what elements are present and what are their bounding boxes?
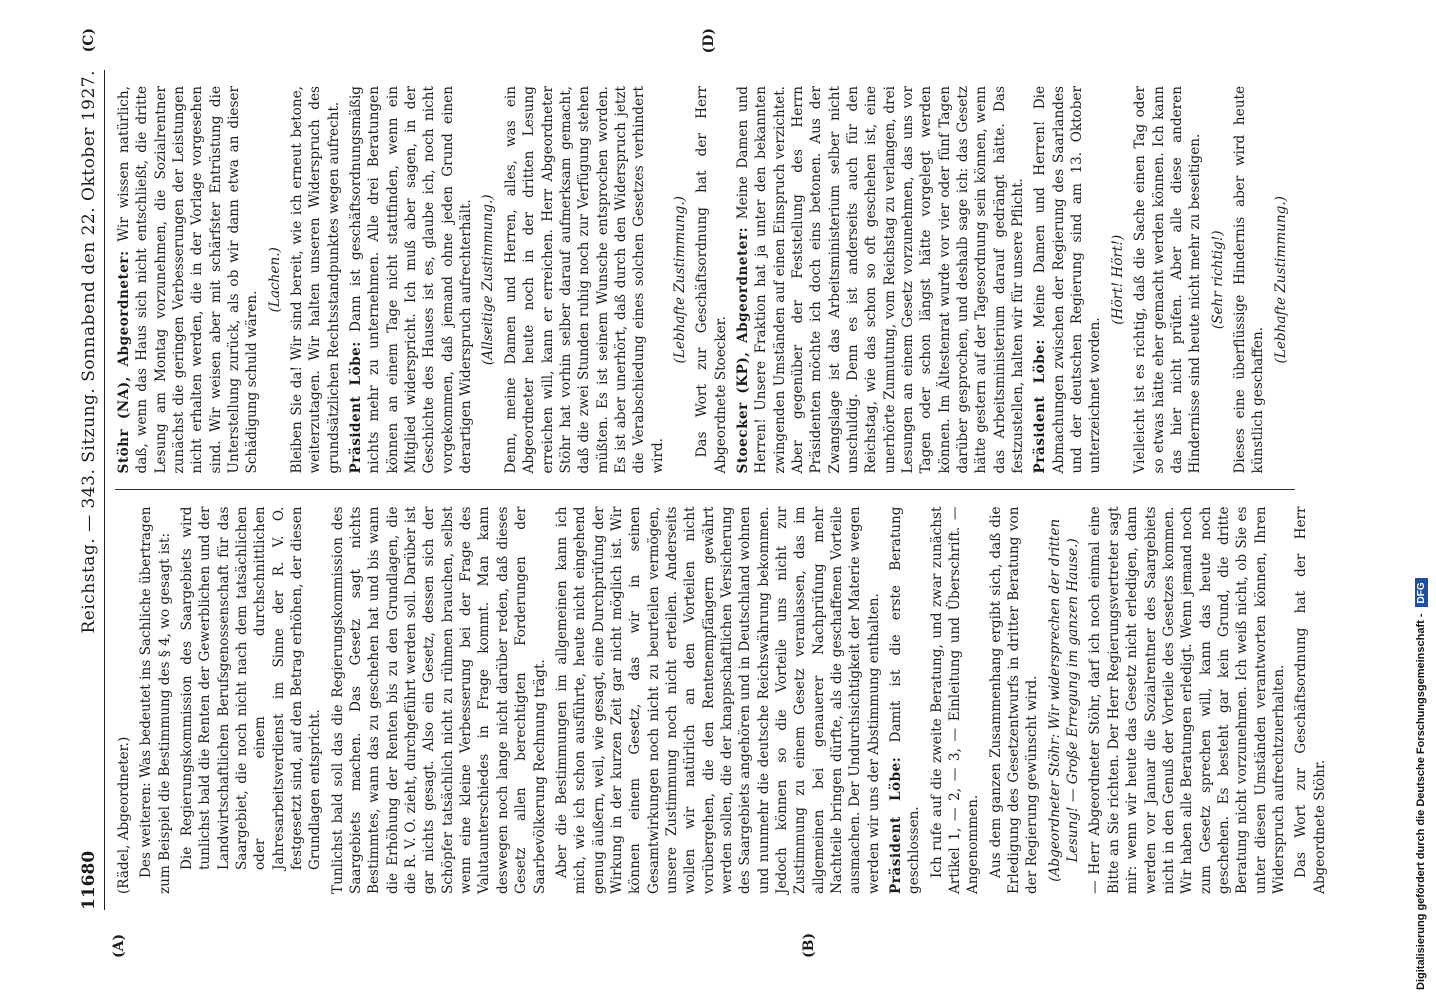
page-header xyxy=(78,70,105,910)
paragraph: Die Regierungskommission des Saargebiets wird tunlichst bald die Renten der Gewerblichen und der Landwirtschaftlichen Berufsgenossenschaft für das Saargebiet, die noch nicht nach dem tatsächlichen oder einem durchschnittlichen Jahresarbeitsverdienst im Sinne der R. V. O. festgesetzt sind, auf den Betrag erhöhen, der diesen Grundlagen entspricht. xyxy=(178,506,324,870)
paragraph: (Sehr richtig!) xyxy=(1209,230,1226,330)
paragraph: Das Wort zur Geschäftsordnung hat der Herr Abgeordnete Stoecker. xyxy=(694,86,729,474)
speaker-name: Stöhr (NA), Abgeordneter: xyxy=(115,250,132,474)
page-title: Reichstag. — 343. Sitzung. Sonnabend den 22. Oktober 1927. xyxy=(79,70,99,634)
paragraph: (Lachen.) xyxy=(266,247,283,313)
paragraph: Dieses eine überflüssige Hindernis aber wird heute künstlich geschaffen. xyxy=(1231,86,1267,474)
paragraph: — Herr Abgeordneter Stöhr, darf ich noch einmal eine Bitte an Sie richten. Der Herr Regierungsvertreter sagt mir: wenn wir heute das Gesetz nicht erledigen, dann werden vor Januar die Sozialrentner des Saargebiets nicht in den Genuß der Vorteile des Gesetzes kommen. Wir haben alle Beratungen erledigt. Wenn jemand noch zum Gesetz sprechen will, kann das heute noch geschehen. Es besteht gar kein Grund, die dritte Beratung nicht vorzunehmen. Ich weiß nicht, ob Sie es unter diesen Umständen verantworten können, Ihren Widerspruch aufrechtzuerhalten. xyxy=(1087,506,1287,894)
paragraph: Denn, meine Damen und Herren, alles, was ein Abgeordneter heute noch in der dritten Lesung erreichen will, kann er erreichen. Herr Abgeordneter Stöhr hat vorhin selber darauf aufmerksam gemacht, daß die zwei Stunden ruhig noch zur Verfügung stehen müßten. Es ist seinem Wunsche entsprochen worden. Es ist aber unerhört, daß durch den Widerspruch jetzt die Verabschiedung eines solchen Gesetzes verhindert wird. xyxy=(502,86,666,474)
paragraph: (Lebhafte Zustimmung.) xyxy=(1272,196,1289,364)
speaker-name: Präsident Löbe: xyxy=(1032,339,1049,474)
paragraph: Präsident Löbe: Meine Damen und Herren! Die Abmachungen zwischen der Regierung des Saarlandes und der deutschen Regierung sind am 13. Oktober unterzeichnet worden. xyxy=(1032,86,1104,474)
paragraph: (Abgeordneter Stöhr: Wir widersprechen der dritten Lesung! — Große Erregung im ganzen Hause.) xyxy=(1046,518,1082,882)
margin-label-a: (A) xyxy=(111,933,127,958)
paragraph: Stoecker (KP), Abgeordneter: Meine Damen und Herren! Unsere Fraktion hat ja unter den bekannten zwingenden Umständen auf einen Einspruch verzichtet. Aber gegenüber der Feststellung des Herrn Präsidenten möchte ich doch eins betonen. Aus der Zwangslage ist das Arbeitsministerium selber nicht unschuldig. Denn es ist anderseits auch für den Reichstag, wie das schon so oft geschehen ist, eine unerhörte Zumutung, vom Reichstag zu verlangen, drei Lesungen an einem Gesetz vorzunehmen, das uns vor Tagen oder schon längst hätte vorgelegt werden können. Im Ältestenrat wurde vor vier oder fünf Tagen darüber gesprochen, und deshalb sage ich: das Gesetz hätte gestern auf der Tagesordnung sein können, wenn das Arbeitsministerium darauf gedrängt hätte. Das festzustellen, halten wir für unsere Pflicht. xyxy=(734,86,1027,474)
margin-label-b: (B) xyxy=(801,932,817,958)
page-number: 11680 xyxy=(79,850,99,910)
paragraph: Vielleicht ist es richtig, daß die Sache einen Tag oder so etwas hätte eher gemacht werden können. Ich kann das hier nicht prüfen. Aber alle diese anderen Hindernisse sind heute nicht mehr zu beseitigen. xyxy=(1132,86,1204,474)
paragraph: Aber die Bestimmungen im allgemeinen kann ich mich, wie ich schon ausführte, heute nicht eingehend genug äußern, weil, wie gesagt, eine Durchprüfung der Wirkung in der kurzen Zeit gar nicht möglich ist. Wir können einem Gesetz, das wir in seinen Gesamtwirkungen noch nicht zu beurteilen vermögen, unsere Zustimmung noch nicht erteilen. Anderseits wollen wir natürlich an den Vorteilen nicht vorübergehen, die den Rentenempfängern gewährt werden sollen, die der knappschaftlichen Versicherung des Saargebiets angehören und in Deutschland wohnen und nunmehr die deutsche Reichswährung bekommen. Jedoch können so die Vorteile uns nicht zur Zustimmung zu einem Gesetz veranlassen, das im allgemeinen bei genauerer Nachprüfung mehr Nachteile bringen dürfte, als die geschaffenen Vorteile ausmachen. Der Undurchsichtigkeit der Materie wegen werden wir uns der Abstimmung enthalten. xyxy=(553,506,882,894)
paragraph: Präsident Löbe: Damit ist die erste Beratung geschlossen. xyxy=(888,506,923,894)
paragraph: Bleiben Sie da! Wir sind bereit, wie ich erneut betone, weiterzutagen. Wir halten unseren Widerspruch des grundsätzlichen Rechtsstandpunktes wegen aufrecht. xyxy=(289,86,342,474)
paragraph: Ich rufe auf die zweite Beratung, und zwar zunächst Artikel 1, — 2, — 3, — Einleitung und Überschrift. — Angenommen. xyxy=(928,506,982,894)
margin-label-c: (C) xyxy=(81,28,97,53)
paragraph: Präsident Löbe: Dann ist geschäftsordnungsmäßig nichts mehr zu unternehmen. Alle drei Beratungen können an einem Tage nicht stattfinden, wenn ein Mitglied widerspricht. Ich muß aber sagen, in der Geschichte des Hauses ist es, glaube ich, noch nicht vorgekommen, daß jemand ohne jeden Grund einen derartigen Widerspruch aufrechterhält. xyxy=(348,86,475,474)
speaker-name: Stoecker (KP), Abgeordneter: xyxy=(734,226,751,474)
paragraph: Tunlichst bald soll das die Regierungskommission des Saargebiets machen. Das Gesetz sagt nichts Bestimmtes, wann das zu geschehen hat und bis wann die Erhöhung der Renten bis zu den Grundlagen, die die R. V. O. zieht, durchgeführt werden soll. Darüber ist gar nichts gesagt. Also ein Gesetz, dessen sich der Schöpfer tatsächlich nicht zu rühmen brauchen, selbst wenn eine kleine Verbesserung bei der Frage des Valutaunterschiedes in Frage kommt. Man kann deswegen noch lange nicht darüber reden, daß dieses Gesetz allen berechtigten Forderungen der Saarbevölkerung Rechnung trägt. xyxy=(329,506,548,894)
digitization-credit: Digitalisierung gefördert durch die Deutsche Forschungsgemeinschaft - xyxy=(1415,613,1427,990)
speaker-name: Präsident Löbe: xyxy=(888,756,905,894)
left-column xyxy=(115,490,1328,911)
margin-label-d: (D) xyxy=(701,28,717,54)
right-column xyxy=(115,70,1295,490)
dfg-logo: DFG xyxy=(1415,578,1428,607)
paragraph: Das Wort zur Geschäftsordnung hat der Herr Abgeordnete Stöhr. xyxy=(1293,506,1328,894)
speaker-name: Präsident Löbe: xyxy=(348,341,365,474)
paragraph: (Lebhafte Zustimmung.) xyxy=(671,196,688,364)
text-columns xyxy=(115,70,1328,910)
paragraph: (Rädel, Abgeordneter.) xyxy=(115,736,132,894)
digitization-sidebar xyxy=(1404,0,1434,1000)
paragraph: Stöhr (NA), Abgeordneter: Wir wissen natürlich, daß, wenn das Haus sich nicht entschließt, die dritte Lesung am Montag vorzunehmen, die Sozialrentner zunächst die geringen Verbesserungen der Leistungen nicht erhalten werden, die in der Vorlage vorgesehen sind. Wir weisen aber mit schärfster Entrüstung die Unterstellung zurück, als ob wir dann etwa an dieser Schädigung schuld wären. xyxy=(115,86,261,474)
paragraph: (Hört! Hört!) xyxy=(1109,234,1126,325)
paragraph: (Allseitige Zustimmung.) xyxy=(480,194,497,366)
paragraph: Aus dem ganzen Zusammenhang ergibt sich, daß die Erledigung des Gesetzentwurfs in dritter Beratung von der Regierung gewünscht wird. xyxy=(987,506,1041,894)
paragraph: Des weiteren: Was bedeutet ins Sachliche übertragen zum Beispiel die Bestimmung des § 4, wo gesagt ist: xyxy=(138,506,173,894)
